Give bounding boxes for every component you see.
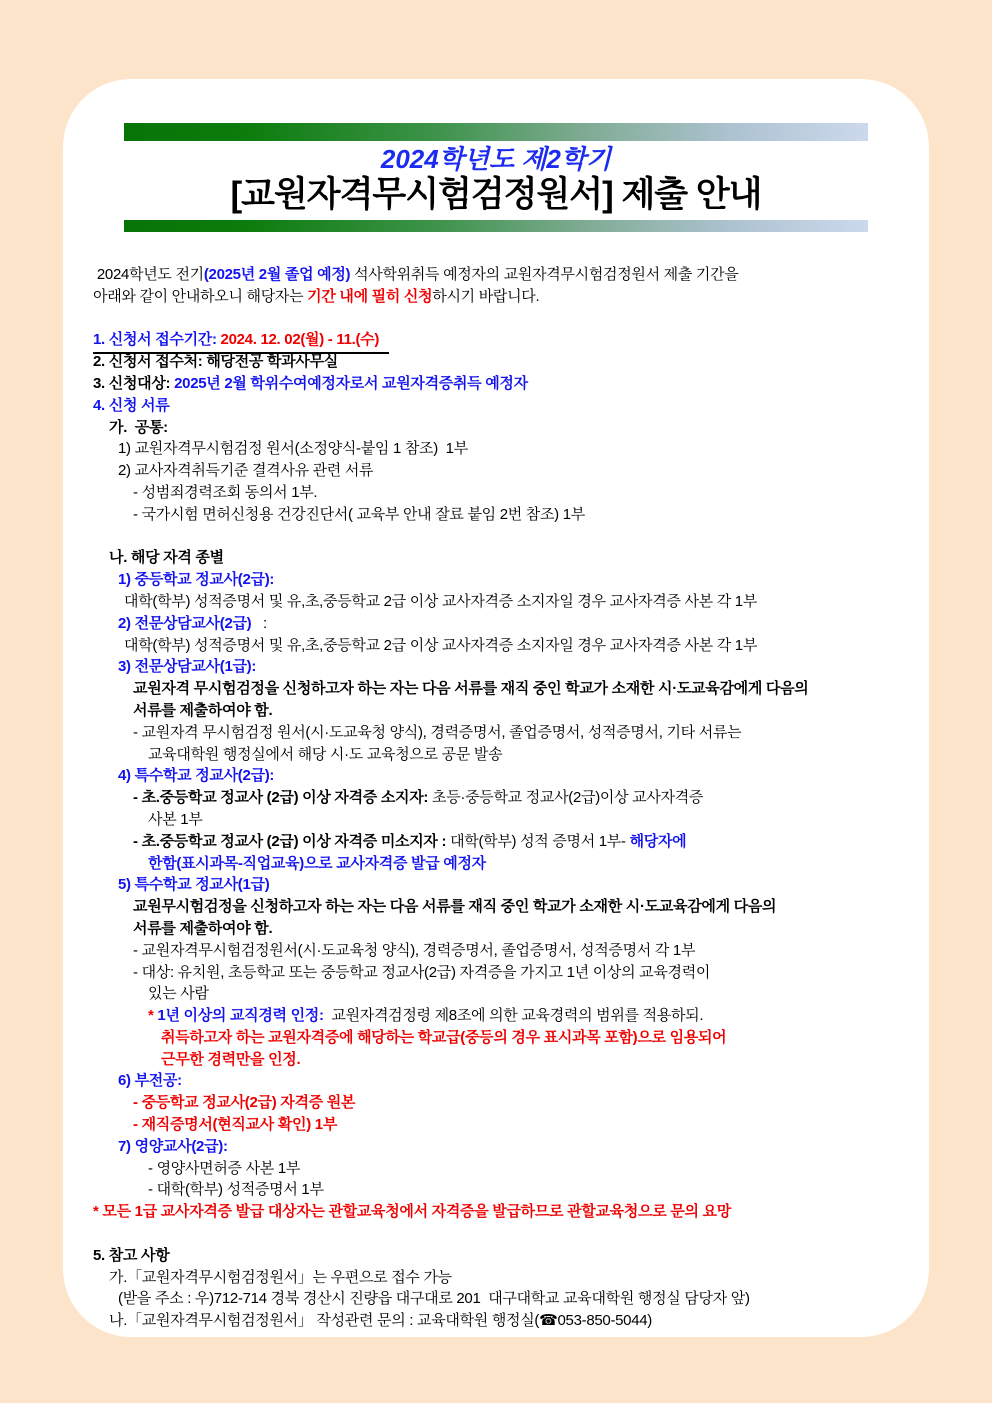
text-segment: 초등·중등학교 정교사(2급)이상 교사자격증 [428, 789, 704, 807]
text-segment: 2024학년도 전기 [93, 266, 204, 283]
text-segment: - 교원자격무시험검정원서(시·도교육청 양식), 경력증명서, 졸업증명서, 성적증명서 각 1부 [133, 941, 696, 959]
text-segment: 2024. 12. 02(월) - 11.(수) [220, 331, 380, 349]
doc-line [93, 1267, 903, 1289]
doc-line [93, 460, 903, 482]
doc-line [93, 504, 903, 526]
text-segment: 기간 내에 필히 신청 [307, 287, 433, 305]
text-segment: - 재직증명서(현직교사 확인) 1부 [133, 1116, 338, 1134]
text-segment: 교원무시험검정을 신청하고자 하는 자는 다음 서류를 재직 중인 학교가 소재한 시·도교육감에게 다음의 [133, 898, 777, 916]
doc-line [93, 983, 903, 1005]
text-segment: 해당자에 [629, 832, 687, 850]
doc-line [93, 1201, 903, 1223]
doc-line [93, 678, 903, 700]
doc-line [93, 329, 903, 351]
text-segment: 4) 특수학교 정교사(2급): [118, 767, 275, 785]
doc-line [93, 1092, 903, 1114]
doc-line [93, 1245, 903, 1267]
header-bottom-gradient-bar [124, 220, 868, 232]
text-segment: 2. 신청서 접수처: 해당전공 학과사무실 [93, 353, 338, 371]
doc-line [93, 1070, 903, 1092]
doc-line [93, 1179, 903, 1201]
text-segment: (받을 주소 : 우)712-714 경북 경산시 진량읍 대구대로 201 대구대학교 교육대학원 행정실 담당자 앞) [118, 1290, 750, 1308]
doc-line [93, 438, 903, 460]
text-segment: 서류를 제출하여야 함. [133, 701, 273, 719]
text-segment: 6) 부전공: [118, 1072, 182, 1090]
text-segment: 가.「교원자격무시험검정원서」는 우편으로 접수 가능 [109, 1268, 452, 1286]
text-segment: 7) 영양교사(2급): [118, 1137, 228, 1155]
doc-line [93, 264, 903, 286]
text-segment: 교원자격 무시험검정을 신청하고자 하는 자는 다음 서류를 재직 중인 학교가 소재한 시·도교육감에게 다음의 [133, 680, 809, 698]
doc-line [93, 613, 903, 635]
doc-line [93, 787, 903, 809]
text-segment: - 대학(학부) 성적증명서 1부 [148, 1181, 324, 1199]
text-segment: 4. 신청 서류 [93, 396, 170, 414]
doc-line [93, 831, 903, 853]
document-body [63, 264, 929, 1332]
doc-line [93, 765, 903, 787]
document-header [63, 79, 929, 232]
text-segment: 서류를 제출하여야 함. [133, 919, 273, 937]
text-segment: 1) 중등학교 정교사(2급): [118, 571, 275, 589]
text-segment: - 초.중등학교 정교사 (2급) 이상 자격증 미소지자 : [133, 832, 451, 850]
text-segment: 대학(학부) 성적 증명서 1부- [450, 832, 630, 850]
text-segment: - 초.중등학교 정교사 (2급) 이상 자격증 소지자: [133, 789, 429, 807]
doc-line [93, 635, 903, 657]
doc-line [93, 482, 903, 504]
text-segment: - 대상: 유치원, 초등학교 또는 중등학교 정교사(2급) 자격증을 가지고 1년 이상의 교육경력이 [133, 963, 711, 981]
document-subtitle: 2024학년도 제2학기 [380, 144, 612, 174]
text-segment: 취득하고자 하는 교원자격증에 해당하는 학교급(중등의 경우 표시과목 포함)으로 임용되어 [161, 1028, 727, 1046]
doc-line [93, 874, 903, 896]
doc-line [93, 591, 903, 613]
text-segment: 대학(학부) 성적증명서 및 유,초,중등학교 2급 이상 교사자격증 소지자일 경우 교사자격증 사본 각 1부 [124, 636, 758, 654]
text-segment: - 성범죄경력조회 동의서 1부. [133, 483, 318, 501]
blank-line [93, 1223, 903, 1245]
doc-line [93, 395, 903, 417]
text-segment: 3. 신청대상: [93, 374, 175, 392]
doc-line [93, 962, 903, 984]
header-top-gradient-bar [124, 123, 868, 141]
doc-line [93, 1114, 903, 1136]
doc-line [93, 1310, 903, 1332]
doc-line [93, 809, 903, 831]
doc-line [93, 569, 903, 591]
text-segment: 5. 참고 사항 [93, 1246, 170, 1264]
document-title: [교원자격무시험검정원서] 제출 안내 [230, 175, 762, 214]
text-segment: 1. 신청서 접수기간: [93, 331, 221, 349]
text-segment: 2) 전문상담교사(2급) [118, 614, 252, 632]
doc-line [93, 373, 903, 395]
text-segment: 1년 이상의 교직경력 인정: [157, 1007, 324, 1025]
text-segment: 대학(학부) 성적증명서 및 유,초,중등학교 2급 이상 교사자격증 소지자일 경우 교사자격증 사본 각 1부 [124, 592, 758, 610]
blank-line [93, 308, 903, 330]
text-segment: 근무한 경력만을 인정. [161, 1050, 301, 1068]
doc-line [93, 700, 903, 722]
doc-line [93, 722, 903, 744]
text-segment: * [148, 1007, 158, 1025]
text-segment: 사본 1부 [148, 810, 203, 828]
doc-line [93, 286, 903, 308]
doc-line [93, 417, 903, 439]
doc-line [93, 940, 903, 962]
text-segment: 3) 전문상담교사(1급): [118, 658, 257, 676]
text-segment: * 모든 1급 교사자격증 발급 대상자는 관할교육청에서 자격증을 발급하므로 관할교육청으로 문의 요망 [93, 1203, 731, 1221]
text-segment: 교원자격검정령 제8조에 의한 교육경력의 범위를 적용하되. [323, 1007, 704, 1025]
doc-line [93, 744, 903, 766]
document-card [63, 79, 929, 1337]
blank-line [93, 526, 903, 548]
text-segment: 하시기 바랍니다. [432, 287, 540, 305]
doc-line [93, 1158, 903, 1180]
doc-line [93, 1005, 903, 1027]
doc-line [93, 1136, 903, 1158]
text-segment: 5) 특수학교 정교사(1급) [118, 876, 270, 894]
text-segment: - 교원자격 무시험검정 원서(시·도교육청 양식), 경력증명서, 졸업증명서, 성적증명서, 기타 서류는 [133, 723, 742, 741]
text-segment: 있는 사람 [148, 985, 209, 1003]
doc-line [93, 1027, 903, 1049]
text-segment: - 영양사면허증 사본 1부 [148, 1159, 301, 1177]
doc-line [93, 896, 903, 918]
text-segment: 교육대학원 행정실에서 해당 시·도 교육청으로 공문 발송 [148, 745, 503, 763]
doc-line [93, 351, 903, 373]
doc-line [93, 1288, 903, 1310]
text-segment: - 국가시험 면허신청용 건강진단서( 교육부 안내 잘료 붙임 2번 참조) 1부 [133, 505, 585, 523]
text-segment: 가. 공통: [109, 418, 168, 436]
text-segment: 2025년 2월 학위수여예정자로서 교원자격증취득 예정자 [174, 374, 528, 392]
doc-line [93, 656, 903, 678]
text-segment: 아래와 같이 안내하오니 해당자는 [93, 287, 308, 305]
text-segment: 나. 해당 자격 종별 [109, 549, 224, 567]
text-segment: 나.「교원자격무시험검정원서」 작성관련 문의 : 교육대학원 행정실(☎053-850-5044) [109, 1312, 653, 1330]
text-segment: (2025년 2월 졸업 예정) [203, 266, 351, 283]
text-segment: 석사학위취득 예정자의 교원자격무시험검정원서 제출 기간을 [350, 266, 739, 283]
text-segment: - 중등학교 정교사(2급) 자격증 원본 [133, 1094, 356, 1112]
doc-line [93, 547, 903, 569]
doc-line [93, 918, 903, 940]
text-segment: 2) 교사자격취득기준 결격사유 관련 서류 [118, 462, 374, 480]
doc-line [93, 1049, 903, 1071]
text-segment: 한함(표시과목-직업교육)으로 교사자격증 발급 예정자 [148, 854, 486, 872]
text-segment: 1) 교원자격무시험검정 원서(소정양식-붙임 1 참조) 1부 [118, 440, 468, 458]
doc-line [93, 853, 903, 875]
text-segment: : [251, 614, 267, 632]
